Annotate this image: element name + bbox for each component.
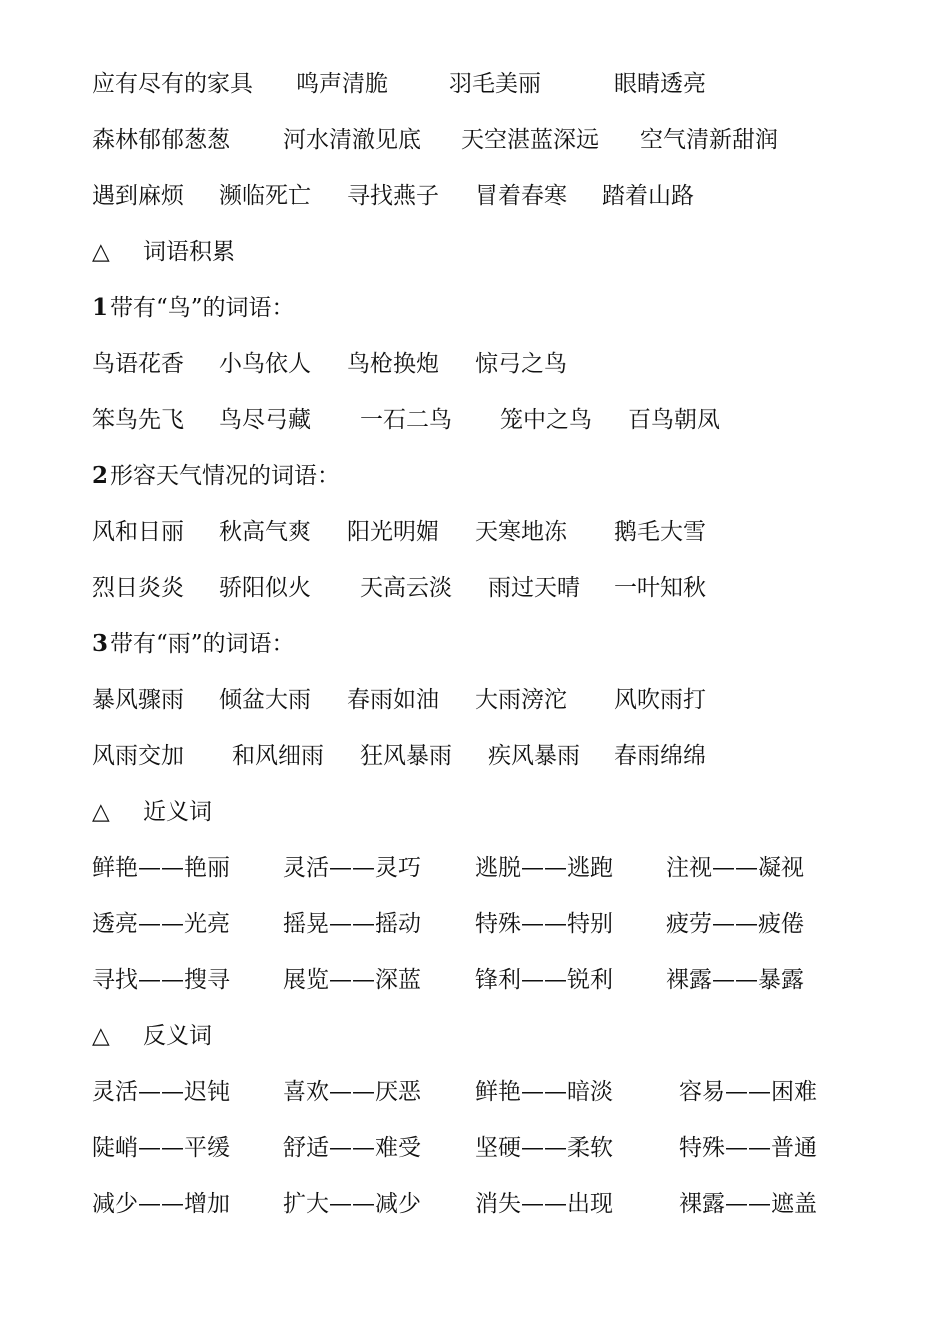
word-pair: 特殊——普通 — [679, 1135, 817, 1161]
word-item: 雨过天晴 — [488, 575, 580, 601]
word-item: 春雨如油 — [347, 687, 439, 713]
word-pair: 摇晃——摇动 — [283, 911, 421, 937]
word-item: 踏着山路 — [602, 183, 694, 209]
category-heading — [0, 624, 950, 664]
word-line — [0, 176, 950, 216]
word-item: 森林郁郁葱葱 — [92, 127, 230, 153]
word-line — [0, 120, 950, 160]
word-item: 疾风暴雨 — [488, 743, 580, 769]
word-line — [0, 848, 950, 888]
word-item: 鸟尽弓藏 — [219, 407, 311, 433]
word-item: 和风细雨 — [232, 743, 324, 769]
word-item: 眼睛透亮 — [614, 71, 706, 97]
word-pair: 减少——增加 — [92, 1191, 230, 1217]
word-item: 风雨交加 — [92, 743, 184, 769]
word-item: 一叶知秋 — [614, 575, 706, 601]
triangle-icon: △ — [92, 1023, 110, 1049]
word-pair: 鲜艳——艳丽 — [92, 855, 230, 881]
word-item: 狂风暴雨 — [360, 743, 452, 769]
section-title: 反义词 — [143, 1023, 212, 1049]
word-line — [0, 1072, 950, 1112]
word-pair: 灵活——迟钝 — [92, 1079, 230, 1105]
word-item: 烈日炎炎 — [92, 575, 184, 601]
word-item: 小鸟依人 — [219, 351, 311, 377]
section-title: 近义词 — [143, 799, 212, 825]
category-title: 带有“鸟”的词语： — [110, 295, 295, 321]
word-pair: 鲜艳——暗淡 — [475, 1079, 613, 1105]
word-pair: 灵活——灵巧 — [283, 855, 421, 881]
word-item: 天空湛蓝深远 — [461, 127, 599, 153]
word-item: 暴风骤雨 — [92, 687, 184, 713]
category-title: 形容天气情况的词语： — [110, 463, 340, 489]
category-heading — [0, 456, 950, 496]
word-pair: 消失——出现 — [475, 1191, 613, 1217]
word-line — [0, 960, 950, 1000]
word-item: 秋高气爽 — [219, 519, 311, 545]
category-title: 带有“雨”的词语： — [110, 631, 295, 657]
word-item: 阳光明媚 — [347, 519, 439, 545]
word-line — [0, 64, 950, 104]
word-pair: 坚硬——柔软 — [475, 1135, 613, 1161]
word-item: 鸟枪换炮 — [347, 351, 439, 377]
word-line — [0, 680, 950, 720]
word-item: 濒临死亡 — [219, 183, 311, 209]
word-line — [0, 400, 950, 440]
section-heading — [0, 1016, 950, 1056]
word-pair: 裸露——暴露 — [666, 967, 804, 993]
word-line — [0, 568, 950, 608]
triangle-icon: △ — [92, 799, 110, 825]
word-pair: 注视——凝视 — [666, 855, 804, 881]
word-pair: 喜欢——厌恶 — [283, 1079, 421, 1105]
word-item: 鹅毛大雪 — [614, 519, 706, 545]
category-number: 1 — [92, 294, 109, 321]
word-line — [0, 1184, 950, 1224]
section-heading — [0, 792, 950, 832]
word-pair: 特殊——特别 — [475, 911, 613, 937]
word-pair: 疲劳——疲倦 — [666, 911, 804, 937]
word-item: 鸣声清脆 — [296, 71, 388, 97]
word-item: 河水清澈见底 — [283, 127, 421, 153]
category-number: 3 — [92, 630, 109, 657]
word-pair: 陡峭——平缓 — [92, 1135, 230, 1161]
word-item: 百鸟朝凤 — [628, 407, 720, 433]
word-item: 寻找燕子 — [347, 183, 439, 209]
section-title: 词语积累 — [143, 239, 235, 265]
word-line — [0, 344, 950, 384]
word-item: 风和日丽 — [92, 519, 184, 545]
word-pair: 锋利——锐利 — [475, 967, 613, 993]
word-item: 大雨滂沱 — [475, 687, 567, 713]
word-line — [0, 904, 950, 944]
word-item: 春雨绵绵 — [614, 743, 706, 769]
word-item: 一石二鸟 — [360, 407, 452, 433]
word-pair: 展览——深蓝 — [283, 967, 421, 993]
word-item: 冒着春寒 — [475, 183, 567, 209]
word-item: 惊弓之鸟 — [475, 351, 567, 377]
word-pair: 舒适——难受 — [283, 1135, 421, 1161]
word-item: 鸟语花香 — [92, 351, 184, 377]
word-pair: 容易——困难 — [679, 1079, 817, 1105]
category-heading — [0, 288, 950, 328]
word-item: 应有尽有的家具 — [92, 71, 253, 97]
word-item: 天高云淡 — [360, 575, 452, 601]
word-pair: 裸露——遮盖 — [679, 1191, 817, 1217]
word-pair: 逃脱——逃跑 — [475, 855, 613, 881]
word-item: 风吹雨打 — [614, 687, 706, 713]
word-line — [0, 736, 950, 776]
word-line — [0, 512, 950, 552]
word-item: 笨鸟先飞 — [92, 407, 184, 433]
category-number: 2 — [92, 462, 109, 489]
word-pair: 扩大——减少 — [283, 1191, 421, 1217]
word-item: 羽毛美丽 — [449, 71, 541, 97]
word-item: 天寒地冻 — [475, 519, 567, 545]
word-line — [0, 1128, 950, 1168]
word-item: 骄阳似火 — [219, 575, 311, 601]
word-item: 笼中之鸟 — [500, 407, 592, 433]
word-pair: 透亮——光亮 — [92, 911, 230, 937]
word-item: 空气清新甜润 — [640, 127, 778, 153]
section-heading — [0, 232, 950, 272]
word-item: 遇到麻烦 — [92, 183, 184, 209]
word-pair: 寻找——搜寻 — [92, 967, 230, 993]
triangle-icon: △ — [92, 239, 110, 265]
word-item: 倾盆大雨 — [219, 687, 311, 713]
